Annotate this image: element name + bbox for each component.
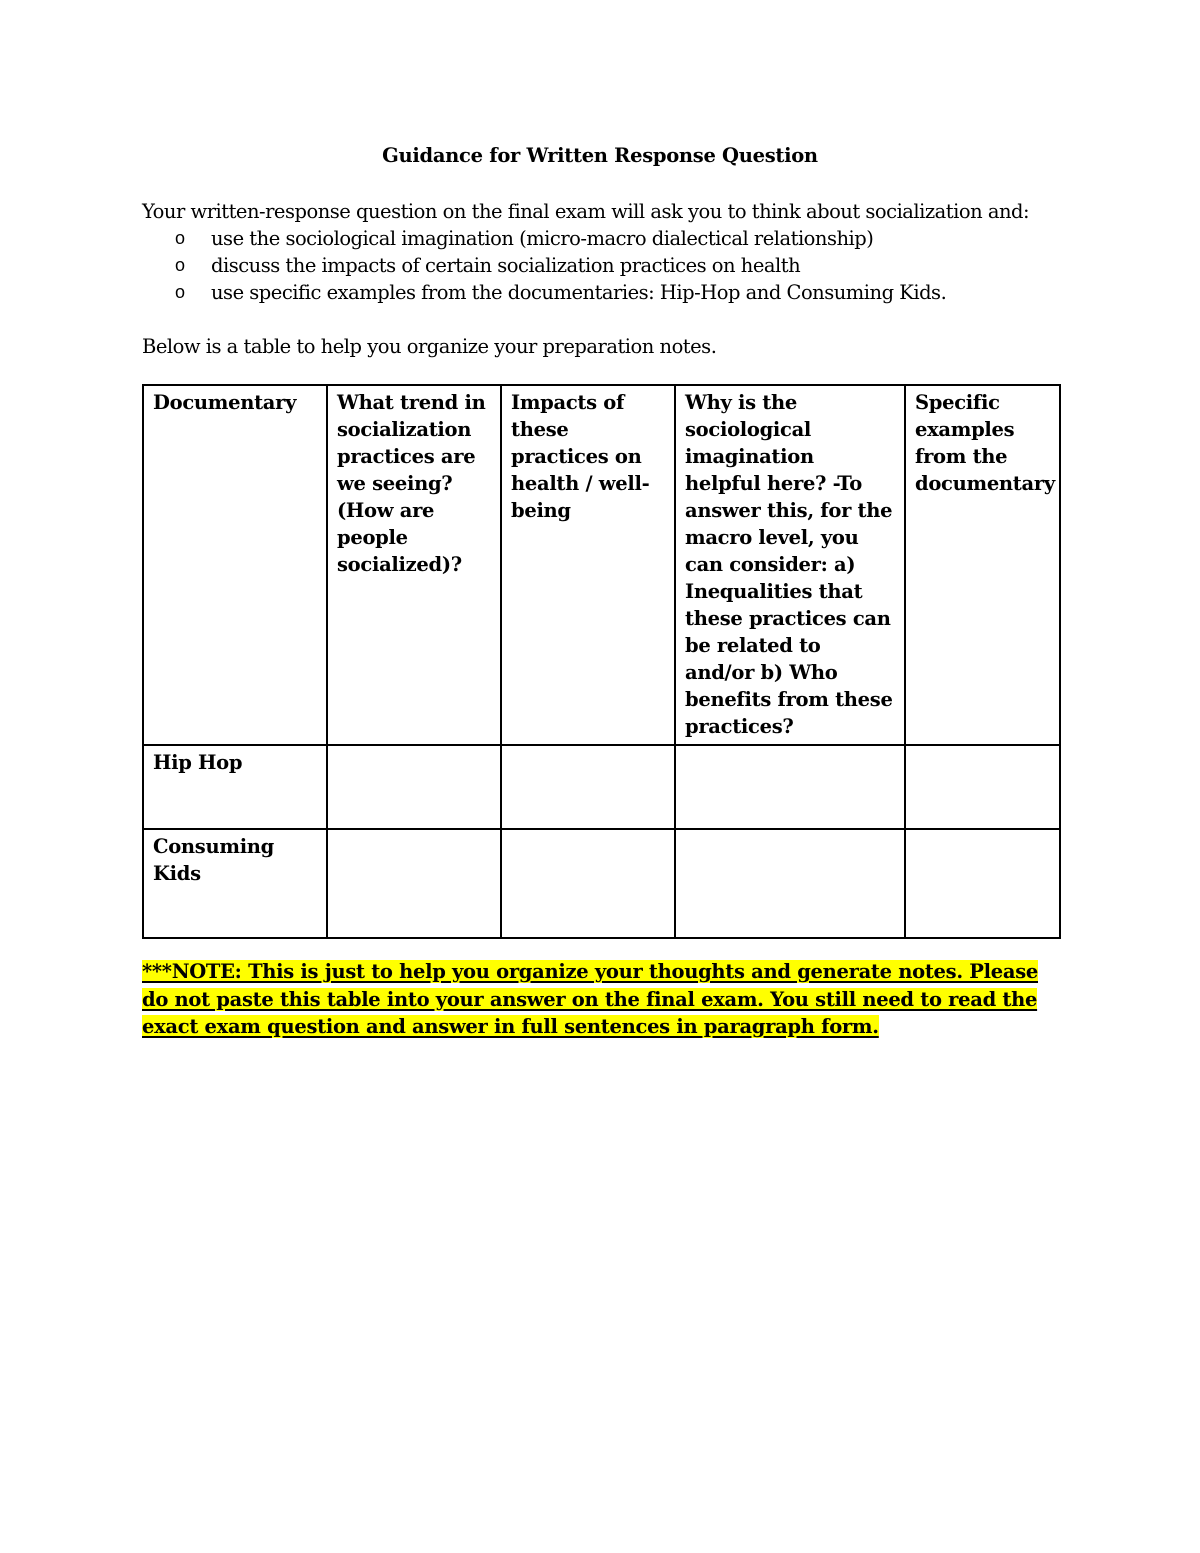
bullet-icon: o (175, 255, 185, 275)
document-title: Guidance for Written Response Question (382, 144, 818, 167)
table-row (143, 745, 1060, 829)
row-label-hip-hop: Hip Hop (143, 745, 327, 829)
table-cell[interactable] (675, 829, 905, 938)
preparation-notes-table (142, 384, 1061, 939)
table-cell[interactable] (675, 745, 905, 829)
header-cell-trend: What trend in socialization practices are we seeing? (How are people socialized)? (327, 385, 501, 745)
table-row (143, 829, 1060, 938)
table-intro-text: Below is a table to help you organize your preparation notes. (142, 335, 717, 358)
table-cell[interactable] (327, 745, 501, 829)
table-cell[interactable] (327, 829, 501, 938)
list-item (175, 279, 946, 306)
row-label-consuming-kids: Consuming Kids (143, 829, 327, 938)
header-cell-impacts: Impacts of these practices on health / well-being (501, 385, 675, 745)
bullet-icon: o (175, 228, 185, 248)
table-header-row (143, 385, 1060, 745)
intro-paragraph: Your written-response question on the final exam will ask you to think about socialization and: (142, 200, 1030, 223)
bullet-icon: o (175, 282, 185, 302)
table-cell[interactable] (905, 745, 1060, 829)
table-cell[interactable] (905, 829, 1060, 938)
table-cell[interactable] (501, 745, 675, 829)
table-cell[interactable] (501, 829, 675, 938)
list-item-text: use the sociological imagination (micro-macro dialectical relationship) (211, 227, 874, 250)
header-cell-documentary: Documentary (143, 385, 327, 745)
list-item-text: use specific examples from the documentaries: Hip-Hop and Consuming Kids. (211, 281, 947, 304)
list-item (175, 252, 946, 279)
list-item (175, 225, 946, 252)
instruction-list (175, 225, 946, 306)
highlighted-note (142, 958, 1042, 1041)
header-cell-examples: Specific examples from the documentary (905, 385, 1060, 745)
note-text: ***NOTE: This is just to help you organize your thoughts and generate notes. Please do not paste this table into your answer on the final exam. You still need to read the exact exam question and answer in full sentences in paragraph form. (142, 960, 1038, 1038)
list-item-text: discuss the impacts of certain socialization practices on health (211, 254, 801, 277)
header-cell-sociological-imagination: Why is the sociological imagination helpful here? -To answer this, for the macro level, you can consider: a) Inequalities that these practices can be related to and/or b) Who benefits from these practices? (675, 385, 905, 745)
